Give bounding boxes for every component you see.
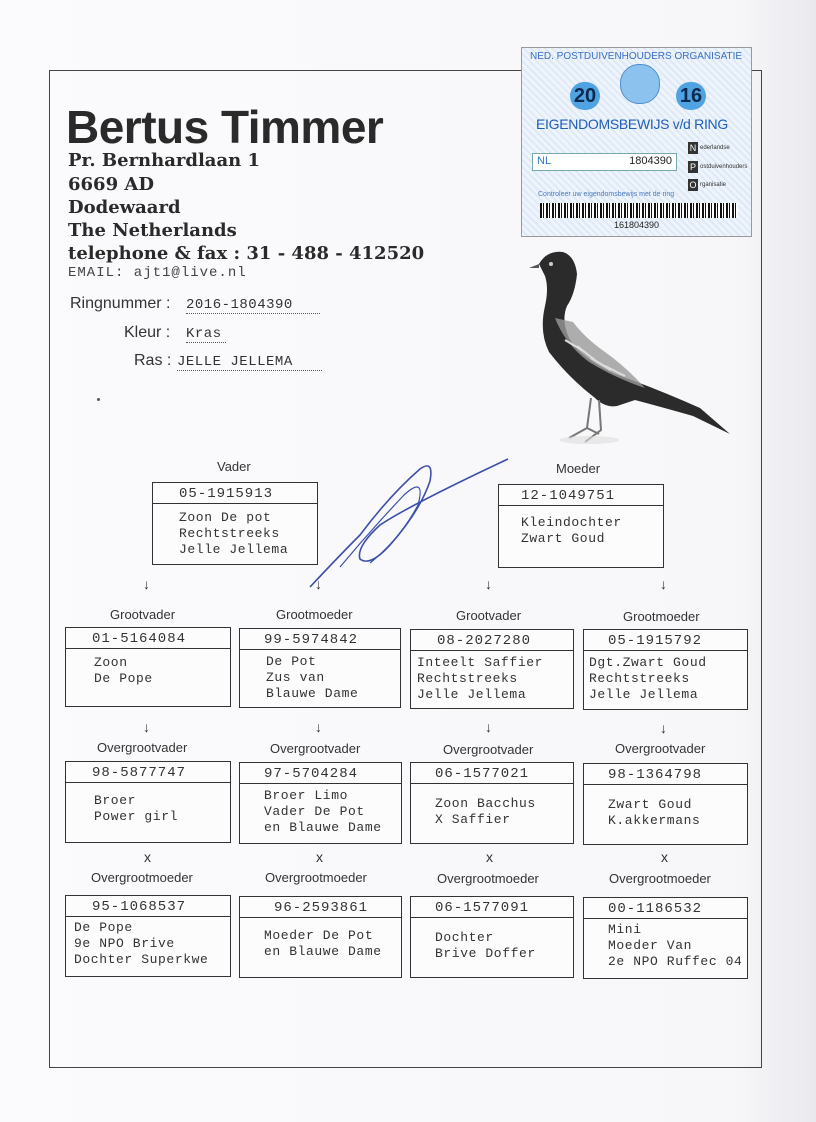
grandparent-ring: 99-5974842 xyxy=(240,629,400,650)
great-grandmother-label: Overgrootmoeder xyxy=(265,870,367,885)
sire-desc: Zoon De pot Rechtstreeks Jelle Jellema xyxy=(179,510,289,557)
owner-country: The Netherlands xyxy=(68,220,237,241)
grandparent-ring: 08-2027280 xyxy=(411,630,573,651)
great-grandmother-ring: 00-1186532 xyxy=(584,898,747,919)
lion-emblem-icon xyxy=(620,64,660,104)
card-country: NL xyxy=(537,155,552,167)
great-grandmother-label: Overgrootmoeder xyxy=(609,871,711,886)
arrow-down: ↓ xyxy=(315,719,322,735)
owner-email: EMAIL: ajt1@live.nl xyxy=(68,265,247,281)
great-grandfather-label: Overgrootvader xyxy=(443,742,534,757)
grandparent-desc: Dgt.Zwart Goud Rechtstreeks Jelle Jellema xyxy=(589,655,707,702)
great-grandmother-label: Overgrootmoeder xyxy=(91,870,193,885)
great-grandfather-box xyxy=(583,763,748,845)
cross-mark: x xyxy=(486,849,493,865)
badge-n: N xyxy=(689,143,697,153)
great-grandmother-label: Overgrootmoeder xyxy=(437,871,539,886)
cross-mark: x xyxy=(144,849,151,865)
owner-phone: telephone & fax : 31 - 488 - 412520 xyxy=(68,243,425,264)
grandparent-ring: 01-5164084 xyxy=(66,628,230,649)
grandparent-label: Grootvader xyxy=(456,608,522,623)
great-grandmother-ring: 96-2593861 xyxy=(240,897,401,918)
great-grandfather-desc: Zoon Bacchus X Saffier xyxy=(435,796,536,827)
owner-name: Bertus Timmer xyxy=(66,101,384,153)
arrow-down: ↓ xyxy=(660,576,667,592)
great-grandfather-desc: Broer Limo Vader De Pot en Blauwe Dame xyxy=(264,788,382,835)
great-grandmother-box xyxy=(239,896,402,978)
owner-street: Pr. Bernhardlaan 1 xyxy=(68,150,260,171)
great-grandmother-box xyxy=(583,897,748,979)
arrow-down: ↓ xyxy=(315,576,322,592)
great-grandmother-box xyxy=(65,895,231,977)
grandparent-box xyxy=(410,629,574,709)
owner-city: Dodewaard xyxy=(68,197,181,218)
dam-box xyxy=(498,484,664,568)
grandparent-box xyxy=(239,628,401,708)
grandparent-box xyxy=(65,627,231,707)
grandparent-label: Grootvader xyxy=(110,607,176,622)
card-ring-field xyxy=(532,153,677,171)
grandparent-label: Grootmoeder xyxy=(276,607,353,622)
signature xyxy=(300,455,520,595)
card-title: EIGENDOMSBEWIJS v/d RING xyxy=(536,116,728,132)
arrow-down: ↓ xyxy=(660,720,667,736)
grandparent-desc: De Pot Zus van Blauwe Dame xyxy=(266,654,359,701)
great-grandfather-label: Overgrootvader xyxy=(270,741,361,756)
grandparent-desc: Zoon De Pope xyxy=(94,655,153,686)
great-grandfather-label: Overgrootvader xyxy=(97,740,188,755)
great-grandfather-label: Overgrootvader xyxy=(615,741,706,756)
badge-p-text: ostduivenhouders xyxy=(700,164,748,170)
breed-value: JELLE JELLEMA xyxy=(177,354,322,371)
dam-desc: Kleindochter Zwart Goud xyxy=(521,515,622,546)
great-grandfather-desc: Broer Power girl xyxy=(94,793,179,824)
card-note: Controleer uw eigendomsbewijs met de ring xyxy=(538,191,675,198)
card-number: 1804390 xyxy=(629,155,672,167)
sire-label: Vader xyxy=(217,459,251,474)
badge-o: O xyxy=(689,180,697,190)
color-label: Kleur : xyxy=(124,324,171,341)
ring-number-value: 2016-1804390 xyxy=(186,297,320,314)
breed-label: Ras : xyxy=(134,352,172,369)
great-grandfather-desc: Zwart Goud K.akkermans xyxy=(608,797,701,828)
great-grandmother-desc: Moeder De Pot en Blauwe Dame xyxy=(264,928,382,959)
grandparent-box xyxy=(583,629,748,710)
card-year-left: 20 xyxy=(570,82,600,110)
color-value: Kras xyxy=(186,326,226,343)
barcode-number: 161804390 xyxy=(614,220,660,230)
great-grandfather-box xyxy=(239,762,402,844)
badge-n-text: ederlandse xyxy=(700,145,730,151)
dam-label: Moeder xyxy=(556,461,601,476)
badge-o-text: rganisatie xyxy=(700,182,727,188)
sire-ring: 05-1915913 xyxy=(153,483,317,504)
cross-mark: x xyxy=(316,849,323,865)
great-grandfather-ring: 98-1364798 xyxy=(584,764,747,785)
great-grandfather-ring: 98-5877747 xyxy=(66,762,230,783)
arrow-down: ↓ xyxy=(485,576,492,592)
grandparent-ring: 05-1915792 xyxy=(584,630,747,651)
great-grandfather-ring: 97-5704284 xyxy=(240,763,401,784)
pigeon-photo xyxy=(525,248,735,453)
great-grandfather-box xyxy=(65,761,231,843)
great-grandfather-box xyxy=(410,762,574,844)
grandparent-label: Grootmoeder xyxy=(623,609,700,624)
ring-number-label: Ringnummer : xyxy=(70,295,171,312)
great-grandmother-ring: 95-1068537 xyxy=(66,896,230,917)
cross-mark: x xyxy=(661,849,668,865)
owner-postcode: 6669 AD xyxy=(68,174,154,195)
dam-ring: 12-1049751 xyxy=(499,485,663,506)
arrow-down: ↓ xyxy=(143,576,150,592)
badge-p: P xyxy=(689,162,696,172)
great-grandmother-box xyxy=(410,896,574,978)
sire-box xyxy=(152,482,318,565)
barcode xyxy=(540,203,738,218)
great-grandfather-ring: 06-1577021 xyxy=(411,763,573,784)
card-organisation: NED. POSTDUIVENHOUDERS ORGANISATIE xyxy=(530,51,743,62)
great-grandmother-ring: 06-1577091 xyxy=(411,897,573,918)
great-grandmother-desc: Dochter Brive Doffer xyxy=(435,930,536,961)
speck xyxy=(97,398,100,401)
arrow-down: ↓ xyxy=(485,719,492,735)
ownership-card xyxy=(521,47,752,237)
great-grandmother-desc: Mini Moeder Van 2e NPO Ruffec 04 xyxy=(608,922,743,969)
arrow-down: ↓ xyxy=(143,719,150,735)
card-year-right: 16 xyxy=(676,82,706,110)
grandparent-desc: Inteelt Saffier Rechtstreeks Jelle Jellema xyxy=(417,655,544,702)
great-grandmother-desc: De Pope 9e NPO Brive Dochter Superkwe xyxy=(74,920,209,967)
